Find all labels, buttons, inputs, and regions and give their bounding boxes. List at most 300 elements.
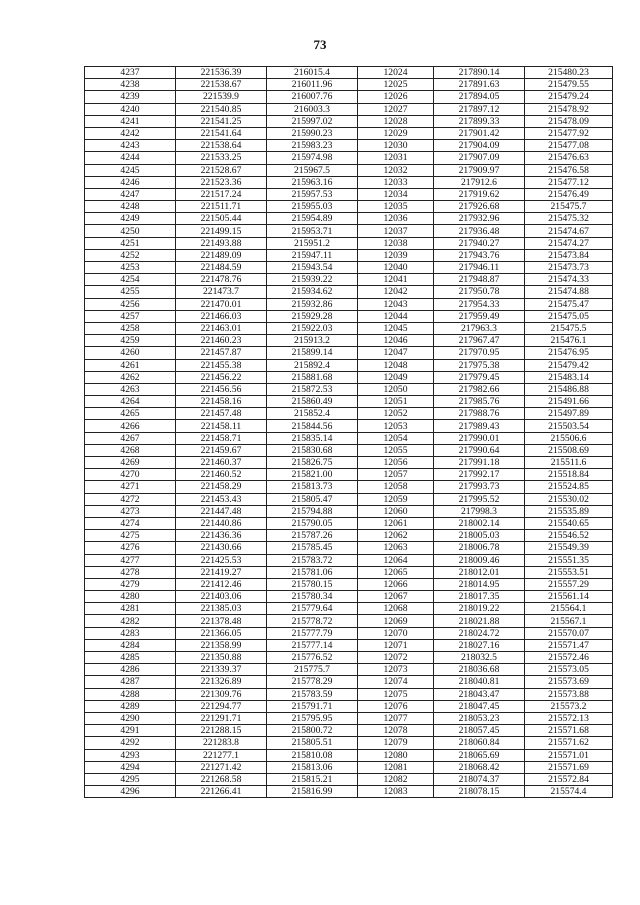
point-number-cell: 4279 xyxy=(85,578,176,590)
point-number-cell: 4291 xyxy=(85,725,176,737)
point-number-cell: 12061 xyxy=(358,517,434,529)
y-coordinate-cell: 215934.62 xyxy=(267,286,358,298)
x-coordinate-cell: 221440.86 xyxy=(176,517,267,529)
y-coordinate-cell: 215483.14 xyxy=(525,371,613,383)
y-coordinate-cell: 215530.02 xyxy=(525,493,613,505)
x-coordinate-cell: 221419.27 xyxy=(176,566,267,578)
point-number-cell: 12041 xyxy=(358,274,434,286)
y-coordinate-cell: 215571.69 xyxy=(525,761,613,773)
point-number-cell: 4273 xyxy=(85,505,176,517)
x-coordinate-cell: 217932.96 xyxy=(434,213,525,225)
y-coordinate-cell: 215805.51 xyxy=(267,737,358,749)
y-coordinate-cell: 215476.49 xyxy=(525,188,613,200)
y-coordinate-cell: 215780.15 xyxy=(267,578,358,590)
point-number-cell: 12029 xyxy=(358,127,434,139)
point-number-cell: 4264 xyxy=(85,396,176,408)
y-coordinate-cell: 215511.6 xyxy=(525,457,613,469)
y-coordinate-cell: 215983.23 xyxy=(267,140,358,152)
x-coordinate-cell: 217992.17 xyxy=(434,469,525,481)
x-coordinate-cell: 221493.88 xyxy=(176,237,267,249)
table-row xyxy=(85,115,613,127)
x-coordinate-cell: 218006.78 xyxy=(434,542,525,554)
y-coordinate-cell: 215932.86 xyxy=(267,298,358,310)
x-coordinate-cell: 221277.1 xyxy=(176,749,267,761)
y-coordinate-cell: 215813.06 xyxy=(267,761,358,773)
table-row xyxy=(85,457,613,469)
x-coordinate-cell: 218002.14 xyxy=(434,517,525,529)
x-coordinate-cell: 217919.62 xyxy=(434,188,525,200)
point-number-cell: 12080 xyxy=(358,749,434,761)
x-coordinate-cell: 221533.25 xyxy=(176,152,267,164)
point-number-cell: 4254 xyxy=(85,274,176,286)
table-row xyxy=(85,432,613,444)
x-coordinate-cell: 221458.71 xyxy=(176,432,267,444)
x-coordinate-cell: 221266.41 xyxy=(176,786,267,798)
x-coordinate-cell: 217943.76 xyxy=(434,249,525,261)
x-coordinate-cell: 221339.37 xyxy=(176,664,267,676)
point-number-cell: 12028 xyxy=(358,115,434,127)
point-number-cell: 4242 xyxy=(85,127,176,139)
table-row xyxy=(85,578,613,590)
point-number-cell: 12045 xyxy=(358,322,434,334)
table-row xyxy=(85,700,613,712)
x-coordinate-cell: 221458.11 xyxy=(176,420,267,432)
table-row xyxy=(85,140,613,152)
table-row xyxy=(85,408,613,420)
x-coordinate-cell: 221457.87 xyxy=(176,347,267,359)
x-coordinate-cell: 217891.63 xyxy=(434,79,525,91)
point-number-cell: 12063 xyxy=(358,542,434,554)
x-coordinate-cell: 218005.03 xyxy=(434,530,525,542)
x-coordinate-cell: 221412.46 xyxy=(176,578,267,590)
y-coordinate-cell: 216007.76 xyxy=(267,91,358,103)
y-coordinate-cell: 215815.21 xyxy=(267,773,358,785)
y-coordinate-cell: 215957.53 xyxy=(267,188,358,200)
table-row xyxy=(85,652,613,664)
point-number-cell: 12049 xyxy=(358,371,434,383)
point-number-cell: 4270 xyxy=(85,469,176,481)
y-coordinate-cell: 215816.99 xyxy=(267,786,358,798)
point-number-cell: 12075 xyxy=(358,688,434,700)
x-coordinate-cell: 217998.3 xyxy=(434,505,525,517)
x-coordinate-cell: 217946.11 xyxy=(434,262,525,274)
y-coordinate-cell: 215777.79 xyxy=(267,627,358,639)
x-coordinate-cell: 221466.03 xyxy=(176,310,267,322)
point-number-cell: 4289 xyxy=(85,700,176,712)
y-coordinate-cell: 215497.89 xyxy=(525,408,613,420)
x-coordinate-cell: 217995.52 xyxy=(434,493,525,505)
x-coordinate-cell: 221460.37 xyxy=(176,457,267,469)
point-number-cell: 12079 xyxy=(358,737,434,749)
point-number-cell: 4267 xyxy=(85,432,176,444)
table-row xyxy=(85,688,613,700)
x-coordinate-cell: 217897.12 xyxy=(434,103,525,115)
y-coordinate-cell: 215478.92 xyxy=(525,103,613,115)
y-coordinate-cell: 215503.54 xyxy=(525,420,613,432)
y-coordinate-cell: 215785.45 xyxy=(267,542,358,554)
x-coordinate-cell: 218021.88 xyxy=(434,615,525,627)
y-coordinate-cell: 215929.28 xyxy=(267,310,358,322)
x-coordinate-cell: 218040.81 xyxy=(434,676,525,688)
table-row xyxy=(85,249,613,261)
x-coordinate-cell: 218053.23 xyxy=(434,712,525,724)
x-coordinate-cell: 217967.47 xyxy=(434,335,525,347)
point-number-cell: 4240 xyxy=(85,103,176,115)
y-coordinate-cell: 215835.14 xyxy=(267,432,358,444)
point-number-cell: 12025 xyxy=(358,79,434,91)
x-coordinate-cell: 221294.77 xyxy=(176,700,267,712)
point-number-cell: 12057 xyxy=(358,469,434,481)
point-number-cell: 12056 xyxy=(358,457,434,469)
point-number-cell: 4258 xyxy=(85,322,176,334)
x-coordinate-cell: 221271.42 xyxy=(176,761,267,773)
x-coordinate-cell: 218032.5 xyxy=(434,652,525,664)
point-number-cell: 12031 xyxy=(358,152,434,164)
table-row xyxy=(85,493,613,505)
x-coordinate-cell: 221484.59 xyxy=(176,262,267,274)
x-coordinate-cell: 221456.22 xyxy=(176,371,267,383)
x-coordinate-cell: 221541.25 xyxy=(176,115,267,127)
y-coordinate-cell: 215571.47 xyxy=(525,639,613,651)
x-coordinate-cell: 221473.7 xyxy=(176,286,267,298)
point-number-cell: 12048 xyxy=(358,359,434,371)
point-number-cell: 4274 xyxy=(85,517,176,529)
y-coordinate-cell: 215572.84 xyxy=(525,773,613,785)
point-number-cell: 12043 xyxy=(358,298,434,310)
x-coordinate-cell: 218019.22 xyxy=(434,603,525,615)
x-coordinate-cell: 217959.49 xyxy=(434,310,525,322)
coordinates-table-body xyxy=(85,67,613,798)
y-coordinate-cell: 215476.1 xyxy=(525,335,613,347)
y-coordinate-cell: 215564.1 xyxy=(525,603,613,615)
y-coordinate-cell: 215795.95 xyxy=(267,712,358,724)
table-row xyxy=(85,237,613,249)
x-coordinate-cell: 218074.37 xyxy=(434,773,525,785)
y-coordinate-cell: 215778.29 xyxy=(267,676,358,688)
x-coordinate-cell: 218012.01 xyxy=(434,566,525,578)
y-coordinate-cell: 215852.4 xyxy=(267,408,358,420)
point-number-cell: 4286 xyxy=(85,664,176,676)
x-coordinate-cell: 221358.99 xyxy=(176,639,267,651)
y-coordinate-cell: 215567.1 xyxy=(525,615,613,627)
x-coordinate-cell: 221385.03 xyxy=(176,603,267,615)
x-coordinate-cell: 218078.15 xyxy=(434,786,525,798)
point-number-cell: 4271 xyxy=(85,481,176,493)
x-coordinate-cell: 221505.44 xyxy=(176,213,267,225)
table-row xyxy=(85,542,613,554)
y-coordinate-cell: 215518.84 xyxy=(525,469,613,481)
y-coordinate-cell: 215574.4 xyxy=(525,786,613,798)
point-number-cell: 4243 xyxy=(85,140,176,152)
y-coordinate-cell: 215794.88 xyxy=(267,505,358,517)
y-coordinate-cell: 215473.84 xyxy=(525,249,613,261)
x-coordinate-cell: 217926.68 xyxy=(434,201,525,213)
table-row xyxy=(85,322,613,334)
y-coordinate-cell: 215899.14 xyxy=(267,347,358,359)
x-coordinate-cell: 221291.71 xyxy=(176,712,267,724)
x-coordinate-cell: 221538.64 xyxy=(176,140,267,152)
table-row xyxy=(85,603,613,615)
x-coordinate-cell: 218014.95 xyxy=(434,578,525,590)
table-row xyxy=(85,712,613,724)
x-coordinate-cell: 217899.33 xyxy=(434,115,525,127)
x-coordinate-cell: 221528.67 xyxy=(176,164,267,176)
y-coordinate-cell: 215571.62 xyxy=(525,737,613,749)
x-coordinate-cell: 221463.01 xyxy=(176,322,267,334)
point-number-cell: 12059 xyxy=(358,493,434,505)
x-coordinate-cell: 217982.66 xyxy=(434,383,525,395)
point-number-cell: 4259 xyxy=(85,335,176,347)
point-number-cell: 12069 xyxy=(358,615,434,627)
point-number-cell: 4250 xyxy=(85,225,176,237)
point-number-cell: 12052 xyxy=(358,408,434,420)
table-row xyxy=(85,176,613,188)
x-coordinate-cell: 218027.16 xyxy=(434,639,525,651)
x-coordinate-cell: 218036.68 xyxy=(434,664,525,676)
x-coordinate-cell: 218068.42 xyxy=(434,761,525,773)
point-number-cell: 12024 xyxy=(358,67,434,79)
table-row xyxy=(85,591,613,603)
point-number-cell: 4248 xyxy=(85,201,176,213)
point-number-cell: 12055 xyxy=(358,444,434,456)
point-number-cell: 12072 xyxy=(358,652,434,664)
x-coordinate-cell: 217904.09 xyxy=(434,140,525,152)
x-coordinate-cell: 217988.76 xyxy=(434,408,525,420)
y-coordinate-cell: 215573.2 xyxy=(525,700,613,712)
y-coordinate-cell: 215475.05 xyxy=(525,310,613,322)
point-number-cell: 4293 xyxy=(85,749,176,761)
point-number-cell: 4249 xyxy=(85,213,176,225)
point-number-cell: 12082 xyxy=(358,773,434,785)
point-number-cell: 4239 xyxy=(85,91,176,103)
y-coordinate-cell: 215860.49 xyxy=(267,396,358,408)
table-row xyxy=(85,773,613,785)
point-number-cell: 4280 xyxy=(85,591,176,603)
y-coordinate-cell: 215540.65 xyxy=(525,517,613,529)
x-coordinate-cell: 218047.45 xyxy=(434,700,525,712)
x-coordinate-cell: 217991.18 xyxy=(434,457,525,469)
x-coordinate-cell: 221425.53 xyxy=(176,554,267,566)
table-row xyxy=(85,469,613,481)
y-coordinate-cell: 215967.5 xyxy=(267,164,358,176)
x-coordinate-cell: 221459.67 xyxy=(176,444,267,456)
point-number-cell: 12081 xyxy=(358,761,434,773)
x-coordinate-cell: 221460.52 xyxy=(176,469,267,481)
table-row xyxy=(85,761,613,773)
y-coordinate-cell: 215491.66 xyxy=(525,396,613,408)
x-coordinate-cell: 217970.95 xyxy=(434,347,525,359)
point-number-cell: 12065 xyxy=(358,566,434,578)
x-coordinate-cell: 217948.87 xyxy=(434,274,525,286)
x-coordinate-cell: 221350.88 xyxy=(176,652,267,664)
point-number-cell: 12066 xyxy=(358,578,434,590)
table-row xyxy=(85,530,613,542)
x-coordinate-cell: 217979.45 xyxy=(434,371,525,383)
y-coordinate-cell: 215572.46 xyxy=(525,652,613,664)
x-coordinate-cell: 217936.48 xyxy=(434,225,525,237)
x-coordinate-cell: 221470.01 xyxy=(176,298,267,310)
y-coordinate-cell: 215787.26 xyxy=(267,530,358,542)
x-coordinate-cell: 221517.24 xyxy=(176,188,267,200)
y-coordinate-cell: 215475.47 xyxy=(525,298,613,310)
x-coordinate-cell: 217985.76 xyxy=(434,396,525,408)
x-coordinate-cell: 221456.56 xyxy=(176,383,267,395)
table-row xyxy=(85,725,613,737)
x-coordinate-cell: 217901.42 xyxy=(434,127,525,139)
y-coordinate-cell: 215953.71 xyxy=(267,225,358,237)
table-row xyxy=(85,615,613,627)
table-row xyxy=(85,444,613,456)
x-coordinate-cell: 221511.71 xyxy=(176,201,267,213)
point-number-cell: 12077 xyxy=(358,712,434,724)
y-coordinate-cell: 215546.52 xyxy=(525,530,613,542)
point-number-cell: 4237 xyxy=(85,67,176,79)
y-coordinate-cell: 215777.14 xyxy=(267,639,358,651)
y-coordinate-cell: 215805.47 xyxy=(267,493,358,505)
x-coordinate-cell: 221458.16 xyxy=(176,396,267,408)
y-coordinate-cell: 215524.85 xyxy=(525,481,613,493)
point-number-cell: 4265 xyxy=(85,408,176,420)
y-coordinate-cell: 215783.59 xyxy=(267,688,358,700)
table-row xyxy=(85,201,613,213)
point-number-cell: 12053 xyxy=(358,420,434,432)
point-number-cell: 4269 xyxy=(85,457,176,469)
x-coordinate-cell: 217950.78 xyxy=(434,286,525,298)
y-coordinate-cell: 215557.29 xyxy=(525,578,613,590)
y-coordinate-cell: 215486.88 xyxy=(525,383,613,395)
y-coordinate-cell: 215775.7 xyxy=(267,664,358,676)
point-number-cell: 12078 xyxy=(358,725,434,737)
point-number-cell: 12076 xyxy=(358,700,434,712)
x-coordinate-cell: 221366.05 xyxy=(176,627,267,639)
point-number-cell: 4238 xyxy=(85,79,176,91)
y-coordinate-cell: 216011.96 xyxy=(267,79,358,91)
point-number-cell: 4245 xyxy=(85,164,176,176)
point-number-cell: 12040 xyxy=(358,262,434,274)
point-number-cell: 12039 xyxy=(358,249,434,261)
table-row xyxy=(85,420,613,432)
point-number-cell: 12032 xyxy=(358,164,434,176)
y-coordinate-cell: 215479.24 xyxy=(525,91,613,103)
y-coordinate-cell: 215951.2 xyxy=(267,237,358,249)
x-coordinate-cell: 218009.46 xyxy=(434,554,525,566)
point-number-cell: 12074 xyxy=(358,676,434,688)
x-coordinate-cell: 221499.15 xyxy=(176,225,267,237)
point-number-cell: 4285 xyxy=(85,652,176,664)
point-number-cell: 4244 xyxy=(85,152,176,164)
y-coordinate-cell: 215478.09 xyxy=(525,115,613,127)
point-number-cell: 12036 xyxy=(358,213,434,225)
y-coordinate-cell: 215779.64 xyxy=(267,603,358,615)
table-row xyxy=(85,274,613,286)
point-number-cell: 4276 xyxy=(85,542,176,554)
x-coordinate-cell: 217894.05 xyxy=(434,91,525,103)
y-coordinate-cell: 215810.08 xyxy=(267,749,358,761)
table-row xyxy=(85,225,613,237)
point-number-cell: 12042 xyxy=(358,286,434,298)
y-coordinate-cell: 215475.5 xyxy=(525,322,613,334)
table-row xyxy=(85,396,613,408)
point-number-cell: 4292 xyxy=(85,737,176,749)
table-row xyxy=(85,262,613,274)
point-number-cell: 4278 xyxy=(85,566,176,578)
y-coordinate-cell: 215954.89 xyxy=(267,213,358,225)
table-row xyxy=(85,505,613,517)
x-coordinate-cell: 218043.47 xyxy=(434,688,525,700)
y-coordinate-cell: 215573.88 xyxy=(525,688,613,700)
y-coordinate-cell: 215476.95 xyxy=(525,347,613,359)
y-coordinate-cell: 215508.69 xyxy=(525,444,613,456)
coordinates-table xyxy=(84,66,613,798)
table-row xyxy=(85,335,613,347)
point-number-cell: 4260 xyxy=(85,347,176,359)
x-coordinate-cell: 221326.89 xyxy=(176,676,267,688)
point-number-cell: 12030 xyxy=(358,140,434,152)
point-number-cell: 4288 xyxy=(85,688,176,700)
y-coordinate-cell: 215881.68 xyxy=(267,371,358,383)
point-number-cell: 4284 xyxy=(85,639,176,651)
table-row xyxy=(85,91,613,103)
x-coordinate-cell: 221268.58 xyxy=(176,773,267,785)
x-coordinate-cell: 221458.29 xyxy=(176,481,267,493)
x-coordinate-cell: 218060.84 xyxy=(434,737,525,749)
point-number-cell: 12046 xyxy=(358,335,434,347)
y-coordinate-cell: 215922.03 xyxy=(267,322,358,334)
y-coordinate-cell: 215990.23 xyxy=(267,127,358,139)
y-coordinate-cell: 215974.98 xyxy=(267,152,358,164)
y-coordinate-cell: 215872.53 xyxy=(267,383,358,395)
y-coordinate-cell: 215573.05 xyxy=(525,664,613,676)
x-coordinate-cell: 217909.97 xyxy=(434,164,525,176)
x-coordinate-cell: 218057.45 xyxy=(434,725,525,737)
x-coordinate-cell: 217912.6 xyxy=(434,176,525,188)
y-coordinate-cell: 215561.14 xyxy=(525,591,613,603)
x-coordinate-cell: 217989.43 xyxy=(434,420,525,432)
point-number-cell: 12064 xyxy=(358,554,434,566)
point-number-cell: 4283 xyxy=(85,627,176,639)
x-coordinate-cell: 217940.27 xyxy=(434,237,525,249)
y-coordinate-cell: 215791.71 xyxy=(267,700,358,712)
y-coordinate-cell: 215477.08 xyxy=(525,140,613,152)
point-number-cell: 12073 xyxy=(358,664,434,676)
table-row xyxy=(85,310,613,322)
x-coordinate-cell: 218017.35 xyxy=(434,591,525,603)
point-number-cell: 12062 xyxy=(358,530,434,542)
table-row xyxy=(85,639,613,651)
table-row xyxy=(85,749,613,761)
point-number-cell: 12083 xyxy=(358,786,434,798)
x-coordinate-cell: 221403.06 xyxy=(176,591,267,603)
x-coordinate-cell: 218065.69 xyxy=(434,749,525,761)
point-number-cell: 4282 xyxy=(85,615,176,627)
x-coordinate-cell: 221489.09 xyxy=(176,249,267,261)
y-coordinate-cell: 215549.39 xyxy=(525,542,613,554)
point-number-cell: 4272 xyxy=(85,493,176,505)
point-number-cell: 4255 xyxy=(85,286,176,298)
point-number-cell: 4263 xyxy=(85,383,176,395)
y-coordinate-cell: 215477.12 xyxy=(525,176,613,188)
point-number-cell: 4277 xyxy=(85,554,176,566)
point-number-cell: 4253 xyxy=(85,262,176,274)
table-row xyxy=(85,79,613,91)
table-row xyxy=(85,67,613,79)
x-coordinate-cell: 221378.48 xyxy=(176,615,267,627)
y-coordinate-cell: 215776.52 xyxy=(267,652,358,664)
point-number-cell: 4256 xyxy=(85,298,176,310)
y-coordinate-cell: 215553.51 xyxy=(525,566,613,578)
point-number-cell: 12047 xyxy=(358,347,434,359)
y-coordinate-cell: 215476.63 xyxy=(525,152,613,164)
